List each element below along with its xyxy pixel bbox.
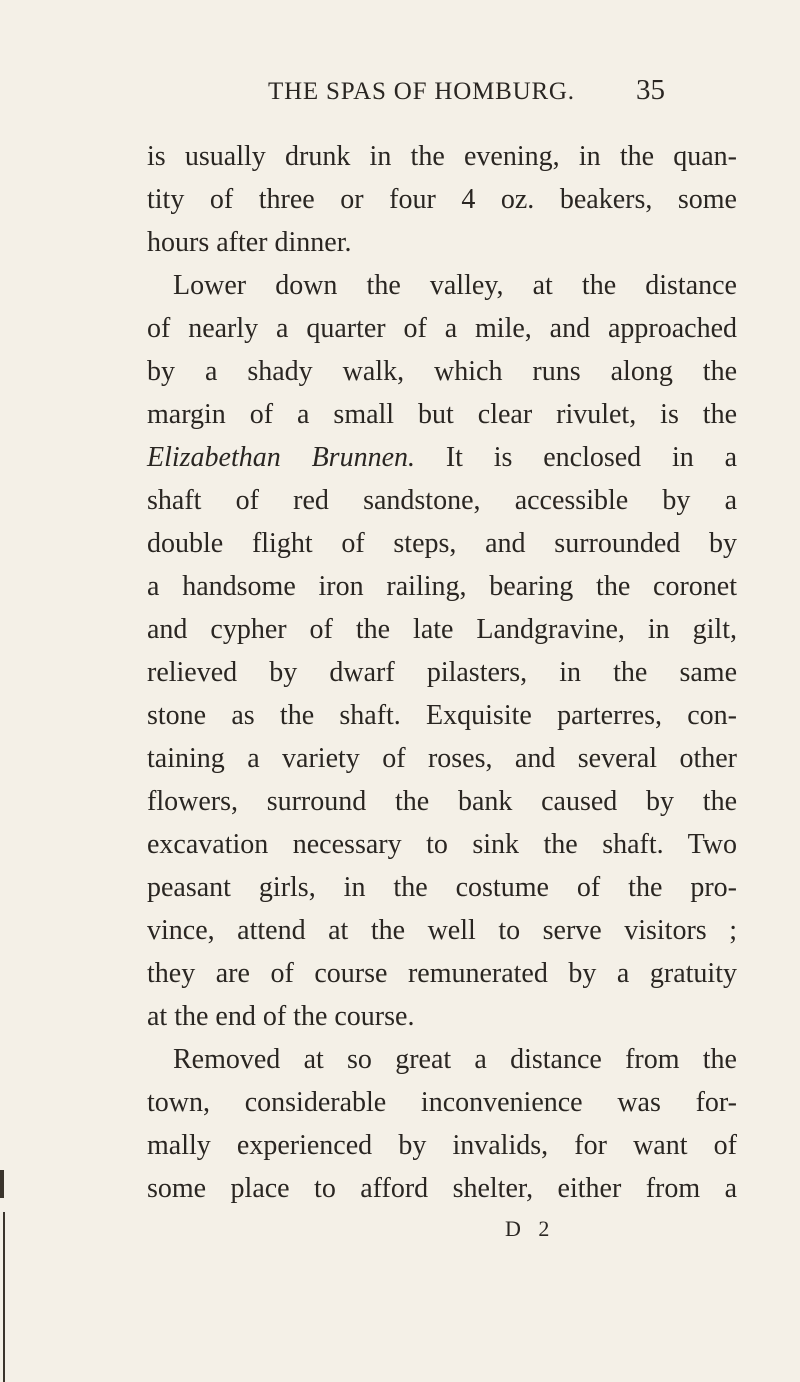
text-line: Removed at so great a distance from the	[173, 1044, 737, 1075]
text-line: tity of three or four 4 oz. beakers, some	[147, 184, 737, 215]
text-line: flowers, surround the bank caused by the	[147, 786, 737, 817]
text-line: stone as the shaft. Exquisite parterres, con-	[147, 700, 737, 731]
text-line: and cypher of the late Landgravine, in gilt,	[147, 614, 737, 645]
text-line: margin of a small but clear rivulet, is the	[147, 399, 737, 430]
text-line: relieved by dwarf pilasters, in the same	[147, 657, 737, 688]
gutter-edge	[3, 1212, 5, 1382]
text-line: by a shady walk, which runs along the	[147, 356, 737, 387]
signature-mark: D 2	[505, 1216, 556, 1241]
text-line: shaft of red sandstone, accessible by a	[147, 485, 737, 516]
gutter-mark	[0, 1170, 4, 1198]
italic-name: Elizabethan Brunnen.	[147, 442, 416, 473]
text-line: at the end of the course.	[147, 1001, 415, 1032]
text-line: excavation necessary to sink the shaft. Two	[147, 829, 737, 860]
text-line: double flight of steps, and surrounded by	[147, 528, 737, 559]
text-line: some place to afford shelter, either from a	[147, 1173, 737, 1204]
text-line: vince, attend at the well to serve visitors ;	[147, 915, 737, 946]
text-line: town, considerable inconvenience was for-	[147, 1087, 737, 1118]
text-line: hours after dinner.	[147, 227, 352, 258]
page-number: 35	[636, 74, 665, 106]
text-line: is usually drunk in the evening, in the quan-	[147, 141, 737, 172]
text-line-with-italic: Elizabethan Brunnen. It is enclosed in a	[147, 442, 737, 473]
text-line: Lower down the valley, at the distance	[173, 270, 737, 301]
text-line: they are of course remunerated by a gratuity	[147, 958, 737, 989]
text-line: mally experienced by invalids, for want of	[147, 1130, 737, 1161]
text-line: peasant girls, in the costume of the pro-	[147, 872, 737, 903]
text-line: a handsome iron railing, bearing the coronet	[147, 571, 737, 602]
page-header	[0, 74, 800, 118]
text-line: taining a variety of roses, and several other	[147, 743, 737, 774]
text-line: of nearly a quarter of a mile, and approached	[147, 313, 737, 344]
running-title: THE SPAS OF HOMBURG.	[268, 78, 575, 105]
